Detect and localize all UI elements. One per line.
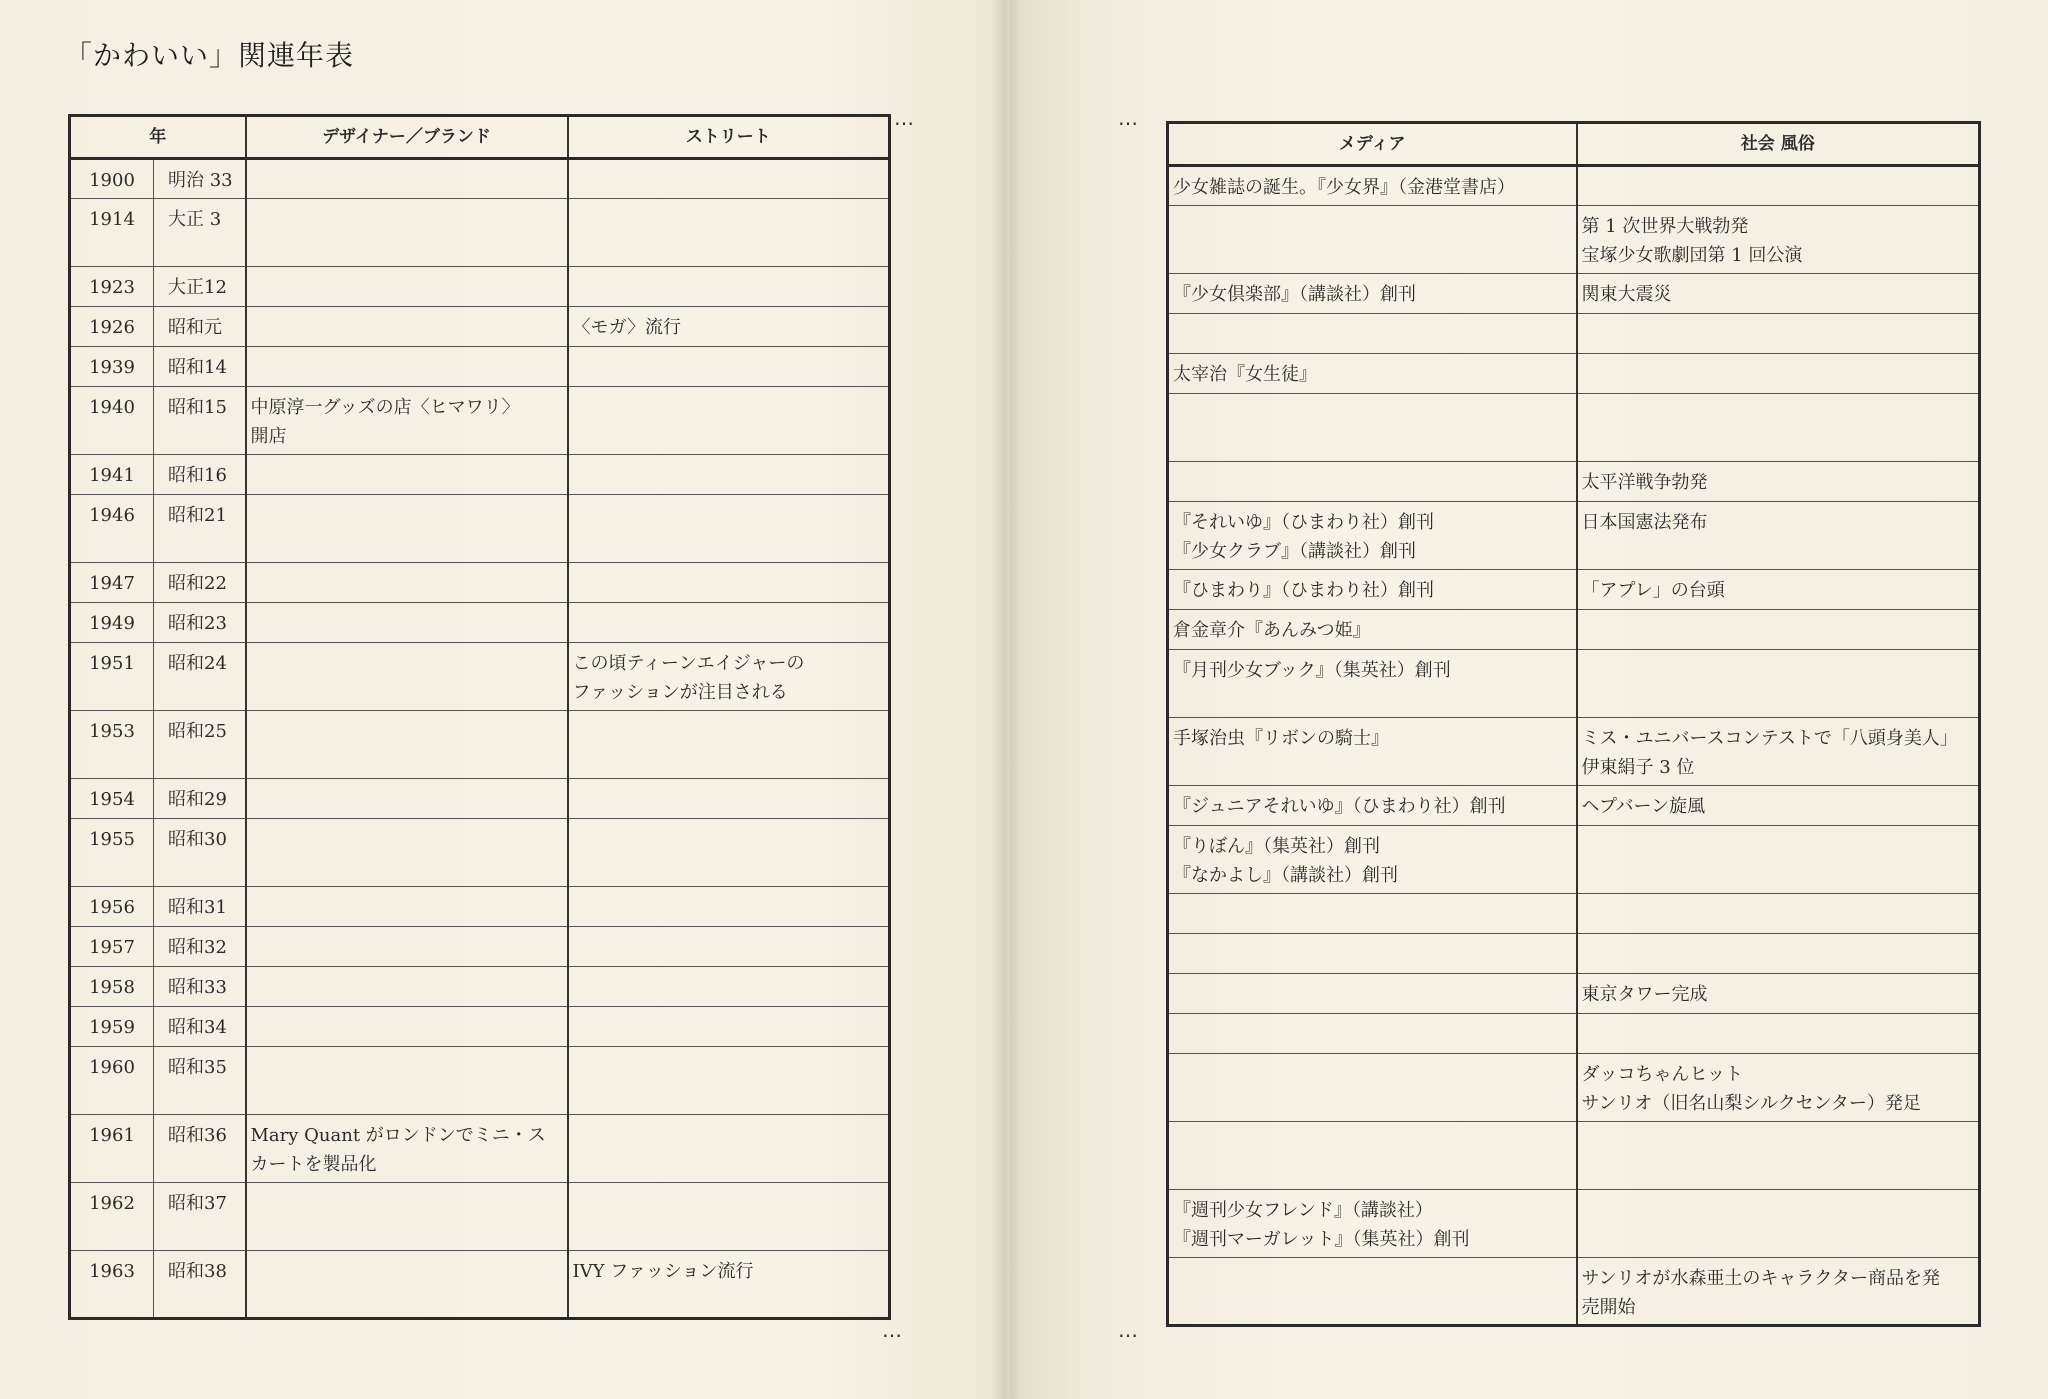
designer-brand-cell xyxy=(246,563,568,603)
year-cell: 1954 xyxy=(70,779,154,819)
era-cell: 大正12 xyxy=(154,267,246,307)
media-cell xyxy=(1168,894,1577,934)
street-cell xyxy=(568,603,890,643)
continuation-mark: … xyxy=(1118,106,1141,130)
year-cell: 1959 xyxy=(70,1007,154,1047)
media-cell xyxy=(1168,206,1577,274)
timeline-row xyxy=(70,307,890,347)
timeline-row xyxy=(1168,314,1980,354)
designer-brand-cell xyxy=(246,603,568,643)
street-cell xyxy=(568,563,890,603)
timeline-row xyxy=(70,643,890,711)
year-cell: 1900 xyxy=(70,159,154,199)
year-cell: 1962 xyxy=(70,1183,154,1251)
page-title: 「かわいい」関連年表 xyxy=(64,39,355,72)
street-cell xyxy=(568,347,890,387)
timeline-row xyxy=(70,967,890,1007)
social-cell xyxy=(1577,354,1980,394)
social-cell: ミス・ユニバースコンテストで「八頭身美人」 伊東絹子 3 位 xyxy=(1577,718,1980,786)
timeline-row xyxy=(1168,934,1980,974)
media-cell xyxy=(1168,314,1577,354)
timeline-row xyxy=(70,711,890,779)
media-cell xyxy=(1168,462,1577,502)
era-cell: 昭和35 xyxy=(154,1047,246,1115)
era-cell: 昭和37 xyxy=(154,1183,246,1251)
media-cell: 『週刊少女フレンド』（講談社） 『週刊マーガレット』（集英社）創刊 xyxy=(1168,1190,1577,1258)
timeline-row xyxy=(1168,502,1980,570)
street-cell xyxy=(568,819,890,887)
media-cell: 倉金章介『あんみつ姫』 xyxy=(1168,610,1577,650)
street-cell xyxy=(568,1115,890,1183)
social-cell xyxy=(1577,610,1980,650)
social-cell xyxy=(1577,1014,1980,1054)
year-cell: 1951 xyxy=(70,643,154,711)
social-cell: ヘプバーン旋風 xyxy=(1577,786,1980,826)
continuation-mark: … xyxy=(894,106,917,130)
timeline-row xyxy=(70,1007,890,1047)
media-cell: 『りぼん』（集英社）創刊 『なかよし』（講談社）創刊 xyxy=(1168,826,1577,894)
designer-brand-cell xyxy=(246,1251,568,1319)
era-cell: 明治 33 xyxy=(154,159,246,199)
year-cell: 1939 xyxy=(70,347,154,387)
era-cell: 昭和34 xyxy=(154,1007,246,1047)
social-cell xyxy=(1577,894,1980,934)
era-cell: 昭和16 xyxy=(154,455,246,495)
era-cell: 昭和36 xyxy=(154,1115,246,1183)
year-cell: 1957 xyxy=(70,927,154,967)
social-cell: 関東大震災 xyxy=(1577,274,1980,314)
street-cell xyxy=(568,1183,890,1251)
year-cell: 1926 xyxy=(70,307,154,347)
timeline-row xyxy=(1168,206,1980,274)
designer-brand-cell xyxy=(246,1183,568,1251)
social-cell xyxy=(1577,394,1980,462)
social-cell xyxy=(1577,314,1980,354)
media-cell: 太宰治『女生徒』 xyxy=(1168,354,1577,394)
timeline-row xyxy=(70,267,890,307)
era-cell: 昭和30 xyxy=(154,819,246,887)
media-cell xyxy=(1168,1122,1577,1190)
timeline-row xyxy=(1168,1122,1980,1190)
era-cell: 昭和21 xyxy=(154,495,246,563)
era-cell: 昭和14 xyxy=(154,347,246,387)
designer-brand-cell: 中原淳一グッズの店〈ヒマワリ〉 開店 xyxy=(246,387,568,455)
designer-brand-cell xyxy=(246,711,568,779)
timeline-row xyxy=(70,1251,890,1319)
timeline-row xyxy=(70,603,890,643)
timeline-row xyxy=(1168,354,1980,394)
social-cell xyxy=(1577,934,1980,974)
timeline-row xyxy=(70,563,890,603)
timeline-row xyxy=(70,455,890,495)
year-cell: 1940 xyxy=(70,387,154,455)
street-cell xyxy=(568,455,890,495)
year-cell: 1914 xyxy=(70,199,154,267)
era-cell: 昭和元 xyxy=(154,307,246,347)
era-cell: 昭和22 xyxy=(154,563,246,603)
timeline-row xyxy=(1168,894,1980,934)
designer-brand-cell xyxy=(246,819,568,887)
year-cell: 1956 xyxy=(70,887,154,927)
timeline-row xyxy=(70,819,890,887)
designer-brand-cell xyxy=(246,927,568,967)
social-cell xyxy=(1577,166,1980,206)
year-cell: 1961 xyxy=(70,1115,154,1183)
timeline-row xyxy=(70,887,890,927)
designer-brand-cell xyxy=(246,643,568,711)
year-cell: 1946 xyxy=(70,495,154,563)
designer-brand-cell xyxy=(246,267,568,307)
social-cell: 太平洋戦争勃発 xyxy=(1577,462,1980,502)
timeline-row xyxy=(1168,274,1980,314)
media-cell xyxy=(1168,1014,1577,1054)
social-cell: 日本国憲法発布 xyxy=(1577,502,1980,570)
year-cell: 1960 xyxy=(70,1047,154,1115)
timeline-row xyxy=(70,347,890,387)
media-cell xyxy=(1168,974,1577,1014)
street-cell xyxy=(568,711,890,779)
timeline-row xyxy=(70,159,890,199)
year-cell: 1953 xyxy=(70,711,154,779)
year-cell: 1963 xyxy=(70,1251,154,1319)
designer-brand-cell xyxy=(246,159,568,199)
designer-brand-cell xyxy=(246,967,568,1007)
designer-brand-cell xyxy=(246,455,568,495)
header-row xyxy=(70,116,890,159)
media-cell xyxy=(1168,394,1577,462)
timeline-row xyxy=(1168,610,1980,650)
year-cell: 1949 xyxy=(70,603,154,643)
timeline-row xyxy=(70,387,890,455)
street-cell xyxy=(568,1047,890,1115)
street-cell xyxy=(568,1007,890,1047)
designer-brand-cell xyxy=(246,199,568,267)
designer-brand-cell xyxy=(246,1047,568,1115)
era-cell: 昭和15 xyxy=(154,387,246,455)
timeline-table-left xyxy=(68,114,891,1320)
social-cell: ダッコちゃんヒット サンリオ（旧名山梨シルクセンター）発足 xyxy=(1577,1054,1980,1122)
media-cell xyxy=(1168,934,1577,974)
timeline-row xyxy=(70,199,890,267)
timeline-row xyxy=(70,927,890,967)
street-cell xyxy=(568,779,890,819)
street-cell xyxy=(568,495,890,563)
timeline-row xyxy=(1168,786,1980,826)
timeline-row xyxy=(70,1183,890,1251)
timeline-table-right xyxy=(1166,121,1981,1327)
era-cell: 昭和33 xyxy=(154,967,246,1007)
social-cell xyxy=(1577,1190,1980,1258)
timeline-row xyxy=(1168,166,1980,206)
media-cell: 『ジュニアそれいゆ』（ひまわり社）創刊 xyxy=(1168,786,1577,826)
social-cell: 東京タワー完成 xyxy=(1577,974,1980,1014)
timeline-row xyxy=(1168,974,1980,1014)
street-cell xyxy=(568,387,890,455)
year-cell: 1947 xyxy=(70,563,154,603)
street-cell xyxy=(568,159,890,199)
media-cell: 手塚治虫『リボンの騎士』 xyxy=(1168,718,1577,786)
street-cell xyxy=(568,887,890,927)
header-designer-brand: デザイナー／ブランド xyxy=(246,116,568,159)
designer-brand-cell: Mary Quant がロンドンでミニ・ス カートを製品化 xyxy=(246,1115,568,1183)
era-cell: 大正 3 xyxy=(154,199,246,267)
street-cell xyxy=(568,967,890,1007)
era-cell: 昭和24 xyxy=(154,643,246,711)
timeline-row xyxy=(1168,1054,1980,1122)
header-year: 年 xyxy=(70,116,246,159)
timeline-row xyxy=(1168,1190,1980,1258)
timeline-row xyxy=(1168,1258,1980,1326)
designer-brand-cell xyxy=(246,307,568,347)
year-cell: 1941 xyxy=(70,455,154,495)
media-cell: 『月刊少女ブック』（集英社）創刊 xyxy=(1168,650,1577,718)
social-cell xyxy=(1577,650,1980,718)
era-cell: 昭和38 xyxy=(154,1251,246,1319)
year-cell: 1955 xyxy=(70,819,154,887)
social-cell xyxy=(1577,826,1980,894)
media-cell xyxy=(1168,1054,1577,1122)
timeline-row xyxy=(1168,826,1980,894)
timeline-row xyxy=(1168,718,1980,786)
year-cell: 1923 xyxy=(70,267,154,307)
book-gutter xyxy=(990,0,1020,1399)
era-cell: 昭和25 xyxy=(154,711,246,779)
street-cell: 〈モガ〉流行 xyxy=(568,307,890,347)
continuation-mark: … xyxy=(1118,1318,1141,1342)
media-cell: 『それいゆ』（ひまわり社）創刊 『少女クラブ』（講談社）創刊 xyxy=(1168,502,1577,570)
header-row xyxy=(1168,123,1980,166)
timeline-row xyxy=(1168,462,1980,502)
social-cell xyxy=(1577,1122,1980,1190)
designer-brand-cell xyxy=(246,887,568,927)
designer-brand-cell xyxy=(246,779,568,819)
timeline-row xyxy=(70,779,890,819)
continuation-mark: … xyxy=(882,1318,905,1342)
street-cell xyxy=(568,199,890,267)
timeline-row xyxy=(1168,1014,1980,1054)
era-cell: 昭和31 xyxy=(154,887,246,927)
header-social: 社会 風俗 xyxy=(1577,123,1980,166)
street-cell xyxy=(568,267,890,307)
era-cell: 昭和29 xyxy=(154,779,246,819)
media-cell xyxy=(1168,1258,1577,1326)
timeline-row xyxy=(70,1047,890,1115)
media-cell: 『ひまわり』（ひまわり社）創刊 xyxy=(1168,570,1577,610)
era-cell: 昭和23 xyxy=(154,603,246,643)
timeline-row xyxy=(70,1115,890,1183)
year-cell: 1958 xyxy=(70,967,154,1007)
designer-brand-cell xyxy=(246,495,568,563)
street-cell xyxy=(568,927,890,967)
timeline-row xyxy=(1168,650,1980,718)
era-cell: 昭和32 xyxy=(154,927,246,967)
media-cell: 少女雑誌の誕生。『少女界』（金港堂書店） xyxy=(1168,166,1577,206)
timeline-row xyxy=(1168,570,1980,610)
timeline-row xyxy=(70,495,890,563)
social-cell: 第 1 次世界大戦勃発 宝塚少女歌劇団第 1 回公演 xyxy=(1577,206,1980,274)
header-media: メディア xyxy=(1168,123,1577,166)
media-cell: 『少女倶楽部』（講談社）創刊 xyxy=(1168,274,1577,314)
designer-brand-cell xyxy=(246,347,568,387)
social-cell: 「アプレ」の台頭 xyxy=(1577,570,1980,610)
street-cell: この頃ティーンエイジャーの ファッションが注目される xyxy=(568,643,890,711)
social-cell: サンリオが水森亜土のキャラクター商品を発 売開始 xyxy=(1577,1258,1980,1326)
header-street: ストリート xyxy=(568,116,890,159)
designer-brand-cell xyxy=(246,1007,568,1047)
timeline-row xyxy=(1168,394,1980,462)
street-cell: IVY ファッション流行 xyxy=(568,1251,890,1319)
